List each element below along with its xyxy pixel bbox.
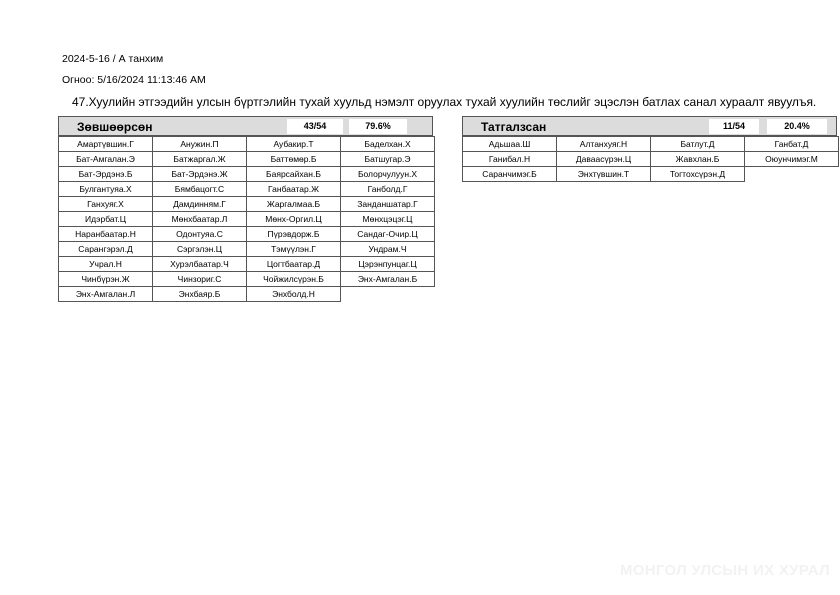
member-name-cell: Булгантуяа.Х (58, 181, 153, 197)
approve-panel (58, 116, 434, 301)
parliament-watermark: МОНГОЛ УЛСЫН ИХ ХУРАЛ (620, 562, 830, 579)
member-name-cell: Алтанхуяг.Н (556, 136, 651, 152)
member-name-cell: Энхбаяр.Б (152, 286, 247, 302)
member-name-cell: Ганболд.Г (340, 181, 435, 197)
member-name-cell: Ганбаатар.Ж (246, 181, 341, 197)
session-date: 2024-5-16 / А танхим (62, 53, 164, 65)
member-name-cell: Чинбүрэн.Ж (58, 271, 153, 287)
member-name-cell: Болорчулуун.Х (340, 166, 435, 182)
member-name-cell: Адьшаа.Ш (462, 136, 557, 152)
member-name-cell: Батлут.Д (650, 136, 745, 152)
member-name-cell: Баделхан.Х (340, 136, 435, 152)
approve-count: 43/54 (287, 119, 343, 134)
print-timestamp: Огноо: 5/16/2024 11:13:46 AM (62, 74, 206, 86)
approve-title: Зөвшөөрсөн (77, 120, 153, 134)
member-name-cell: Ундрам.Ч (340, 241, 435, 257)
member-name-cell: Одонтуяа.С (152, 226, 247, 242)
vote-question: 47.Хуулийн этгээдийн улсын бүртгэлийн тухай хуульд нэмэлт оруулах тухай хуулийн төслийг эцэслэн батлах санал хураалт явуулъя. (72, 95, 817, 109)
reject-panel (462, 116, 838, 181)
member-name-cell: Цэрэнпунцаг.Ц (340, 256, 435, 272)
reject-header (462, 116, 837, 136)
reject-names-grid (462, 136, 838, 181)
approve-names-grid (58, 136, 434, 301)
member-name-cell: Жаргалмаа.Б (246, 196, 341, 212)
member-name-cell: Амартүвшин.Г (58, 136, 153, 152)
member-name-cell: Тогтохсүрэн.Д (650, 166, 745, 182)
member-name-cell: Оюунчимэг.М (744, 151, 839, 167)
member-name-cell: Бат-Эрдэнэ.Б (58, 166, 153, 182)
member-name-cell: Пүрэвдорж.Б (246, 226, 341, 242)
member-name-cell: Аубакир.Т (246, 136, 341, 152)
member-name-cell: Батжаргал.Ж (152, 151, 247, 167)
member-name-cell: Цогтбаатар.Д (246, 256, 341, 272)
member-name-cell: Хурэлбаатар.Ч (152, 256, 247, 272)
member-name-cell: Занданшатар.Г (340, 196, 435, 212)
member-name-cell: Ганхуяг.Х (58, 196, 153, 212)
member-name-cell: Даваасүрэн.Ц (556, 151, 651, 167)
member-name-cell: Учрал.Н (58, 256, 153, 272)
member-name-cell: Мөнхбаатар.Л (152, 211, 247, 227)
member-name-cell: Ганбат.Д (744, 136, 839, 152)
member-name-cell: Энх-Амгалан.Б (340, 271, 435, 287)
member-name-cell: Дамдинням.Г (152, 196, 247, 212)
approve-header (58, 116, 433, 136)
member-name-cell: Бат-Эрдэнэ.Ж (152, 166, 247, 182)
member-name-cell: Сарангэрэл.Д (58, 241, 153, 257)
member-name-cell: Энхболд.Н (246, 286, 341, 302)
member-name-cell: Чинзориг.С (152, 271, 247, 287)
member-name-cell: Сандаг-Очир.Ц (340, 226, 435, 242)
member-name-cell: Сэргэлэн.Ц (152, 241, 247, 257)
reject-title: Татгалзсан (481, 120, 547, 134)
reject-count: 11/54 (709, 119, 759, 134)
member-name-cell: Батшугар.Э (340, 151, 435, 167)
member-name-cell: Чойжилсүрэн.Б (246, 271, 341, 287)
member-name-cell: Бат-Амгалан.Э (58, 151, 153, 167)
member-name-cell: Жавхлан.Б (650, 151, 745, 167)
member-name-cell: Энхтүвшин.Т (556, 166, 651, 182)
member-name-cell: Идэрбат.Ц (58, 211, 153, 227)
member-name-cell: Наранбаатар.Н (58, 226, 153, 242)
member-name-cell: Анужин.П (152, 136, 247, 152)
member-name-cell: Ганибал.Н (462, 151, 557, 167)
member-name-cell: Мөнх-Оргил.Ц (246, 211, 341, 227)
member-name-cell: Энх-Амгалан.Л (58, 286, 153, 302)
member-name-cell: Бямбацогт.С (152, 181, 247, 197)
member-name-cell: Баярсайхан.Б (246, 166, 341, 182)
member-name-cell: Саранчимэг.Б (462, 166, 557, 182)
member-name-cell: Мөнхцэцэг.Ц (340, 211, 435, 227)
reject-percent: 20.4% (767, 119, 827, 134)
member-name-cell: Тэмүүлэн.Г (246, 241, 341, 257)
approve-percent: 79.6% (349, 119, 407, 134)
member-name-cell: Баттөмөр.Б (246, 151, 341, 167)
